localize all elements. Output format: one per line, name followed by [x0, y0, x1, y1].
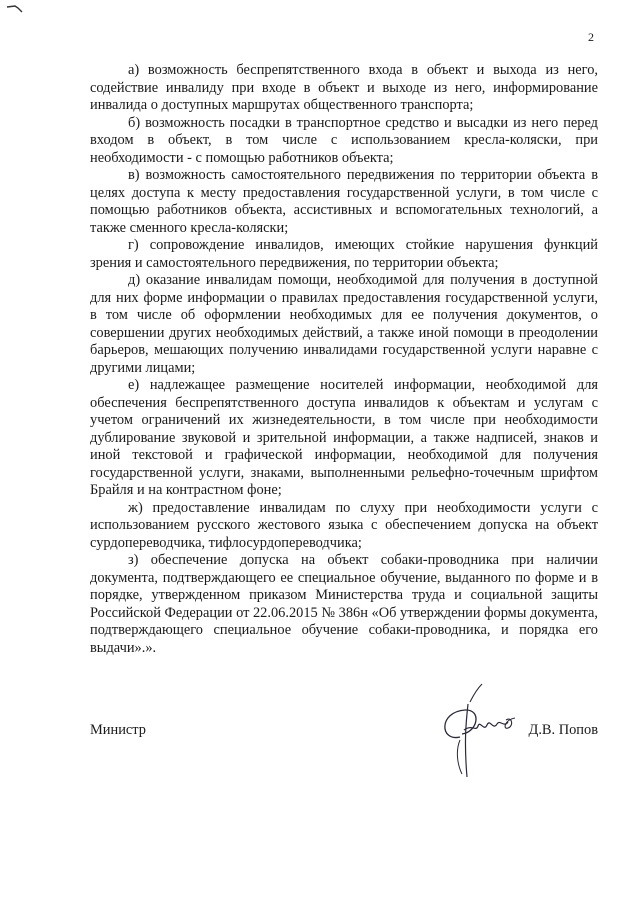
signer-title: Министр — [90, 722, 146, 738]
handwritten-signature — [420, 682, 530, 792]
paragraph-zh: ж) предоставление инвалидам по слуху при необходимости услуги с использованием русского жестового языка с обеспечением допуска на объект сурдопереводчика, тифлосурдопереводчика; — [90, 499, 598, 551]
page-number: 2 — [588, 30, 594, 44]
paragraph-g: г) сопровождение инвалидов, имеющих стойкие нарушения функций зрения и самостоятельного передвижения, по территории объекта; — [90, 237, 598, 271]
scan-artifact-mark — [6, 4, 24, 14]
paragraph-z: з) обеспечение допуска на объект собаки-проводника при наличии документа, подтверждающего ее специальное обучение, выданного по форме и в порядке, утвержденном приказом Министерства труда и социальной защиты Российской Федерации от 22.06.2015 № 386н «Об утверждении формы документа, подтверждающего специальное обучение собаки-проводника, и порядка его выдачи».». — [90, 552, 598, 656]
paragraph-v: в) возможность самостоятельного передвижения по территории объекта в целях доступа к месту предоставления государственной услуги, в том числе с помощью работников объекта, ассистивных и вспомогательных технологий, а также сменного кресла-коляски; — [90, 167, 598, 236]
signature-block — [90, 712, 598, 792]
paragraph-a: а) возможность беспрепятственного входа в объект и выхода из него, содействие инвалиду при входе в объект и выходе из него, информирование инвалида о доступных маршрутах общественного транспорта; — [90, 62, 598, 113]
document-body — [90, 62, 598, 657]
paragraph-e: е) надлежащее размещение носителей информации, необходимой для обеспечения беспрепятственного доступа инвалидов к объектам и услугам с учетом ограничений их жизнедеятельности, в том числе при необходимости дублирование звуковой и зрительной информации, а также надписей, знаков и иной текстовой и графической информации, необходимой для получения государственной услуги, знаками, выполненными рельефно-точечным шрифтом Брайля и на контрастном фоне; — [90, 377, 598, 498]
signer-name: Д.В. Попов — [528, 722, 598, 738]
paragraph-d: д) оказание инвалидам помощи, необходимой для получения в доступной для них форме информации о правилах предоставления государственной услуги, в том числе об оформлении необходимых для ее получения документов, о совершении других необходимых действий, а также иной помощи в преодолении барьеров, мешающих получению инвалидами государственной услуги наравне с другими лицами; — [90, 272, 598, 376]
paragraph-b: б) возможность посадки в транспортное средство и высадки из него перед входом в объект, в том числе с использованием кресла-коляски, при необходимости - с помощью работников объекта; — [90, 114, 598, 166]
